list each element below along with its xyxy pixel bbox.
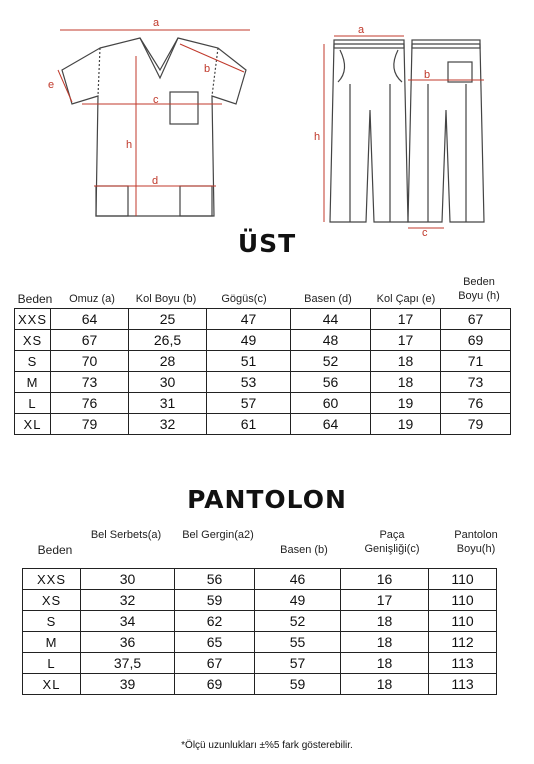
value-cell: 30: [81, 569, 175, 590]
value-cell: 57: [207, 393, 291, 414]
value-cell: 113: [429, 653, 497, 674]
garment-measurement-diagram: [0, 0, 534, 240]
value-cell: 47: [207, 309, 291, 330]
ust-size-table: [14, 308, 511, 435]
value-cell: 18: [341, 611, 429, 632]
pants-front-drawing: [330, 40, 408, 222]
top-label-e: e: [48, 79, 55, 91]
ust-header-kol-boyu: Kol Boyu (b): [135, 293, 197, 305]
value-cell: 67: [51, 330, 129, 351]
value-cell: 61: [207, 414, 291, 435]
value-cell: 70: [51, 351, 129, 372]
value-cell: 71: [441, 351, 511, 372]
value-cell: 25: [129, 309, 207, 330]
table-row: [15, 414, 511, 435]
value-cell: 34: [81, 611, 175, 632]
value-cell: 55: [255, 632, 341, 653]
value-cell: 64: [51, 309, 129, 330]
value-cell: 18: [341, 653, 429, 674]
value-cell: 113: [429, 674, 497, 695]
pant-header-beden: Beden: [37, 543, 73, 557]
ust-header-kol-capi: Kol Çapı (e): [376, 293, 436, 305]
value-cell: 31: [129, 393, 207, 414]
value-cell: 112: [429, 632, 497, 653]
value-cell: 17: [371, 330, 441, 351]
size-cell: XS: [23, 590, 81, 611]
value-cell: 37,5: [81, 653, 175, 674]
value-cell: 65: [175, 632, 255, 653]
size-cell: S: [15, 351, 51, 372]
value-cell: 110: [429, 590, 497, 611]
top-measure-lines: [58, 30, 250, 216]
ust-header-beden-boyu: Beden Boyu (h): [458, 276, 500, 302]
top-label-b: b: [204, 63, 211, 75]
size-cell: XXS: [23, 569, 81, 590]
pants-section-title: PANTOLON: [187, 485, 347, 514]
value-cell: 79: [441, 414, 511, 435]
value-cell: 32: [81, 590, 175, 611]
value-cell: 56: [175, 569, 255, 590]
value-cell: 51: [207, 351, 291, 372]
ust-header-basen: Basen (d): [304, 293, 352, 305]
pant-header-pantolon-boyu: Pantolon Boyu(h): [454, 529, 498, 555]
value-cell: 67: [441, 309, 511, 330]
value-cell: 79: [51, 414, 129, 435]
value-cell: 53: [207, 372, 291, 393]
value-cell: 60: [291, 393, 371, 414]
value-cell: 69: [175, 674, 255, 695]
table-row: [23, 611, 497, 632]
value-cell: 18: [341, 632, 429, 653]
size-cell: S: [23, 611, 81, 632]
value-cell: 59: [175, 590, 255, 611]
pants-back-drawing: [408, 40, 484, 222]
pants-label-b: b: [424, 69, 431, 81]
pant-header-basen: Basen (b): [280, 544, 328, 556]
value-cell: 110: [429, 611, 497, 632]
size-cell: XXS: [15, 309, 51, 330]
value-cell: 30: [129, 372, 207, 393]
size-cell: L: [23, 653, 81, 674]
table-row: [23, 674, 497, 695]
pant-header-bel-serbest: Bel Serbets(a): [90, 529, 162, 541]
value-cell: 52: [255, 611, 341, 632]
value-cell: 18: [341, 674, 429, 695]
pants-label-a: a: [358, 24, 365, 36]
table-row: [23, 569, 497, 590]
value-cell: 46: [255, 569, 341, 590]
value-cell: 59: [255, 674, 341, 695]
value-cell: 73: [51, 372, 129, 393]
tolerance-note: *Ölçü uzunlukları ±%5 fark gösterebilir.: [181, 740, 353, 751]
pant-header-bel-gergin: Bel Gergin(a2): [182, 529, 254, 541]
table-row: [15, 309, 511, 330]
value-cell: 17: [371, 309, 441, 330]
pants-label-h: h: [314, 131, 321, 143]
top-section-title: ÜST: [237, 229, 297, 258]
table-row: [23, 590, 497, 611]
ust-header-omuz: Omuz (a): [69, 293, 115, 305]
size-cell: M: [23, 632, 81, 653]
table-row: [15, 393, 511, 414]
value-cell: 69: [441, 330, 511, 351]
size-cell: L: [15, 393, 51, 414]
value-cell: 28: [129, 351, 207, 372]
value-cell: 73: [441, 372, 511, 393]
value-cell: 49: [207, 330, 291, 351]
value-cell: 76: [51, 393, 129, 414]
value-cell: 17: [341, 590, 429, 611]
value-cell: 62: [175, 611, 255, 632]
top-label-c: c: [153, 94, 159, 106]
table-row: [23, 632, 497, 653]
top-label-h: h: [126, 139, 133, 151]
pant-header-paca: Paça Genişliği(c): [364, 529, 420, 555]
value-cell: 64: [291, 414, 371, 435]
measurement-illustration: [0, 0, 534, 240]
ust-header-gogus: Gögüs(c): [221, 293, 267, 305]
value-cell: 39: [81, 674, 175, 695]
table-row: [15, 372, 511, 393]
pants-label-c: c: [422, 227, 428, 239]
value-cell: 18: [371, 351, 441, 372]
table-row: [23, 653, 497, 674]
size-cell: XS: [15, 330, 51, 351]
top-label-a: a: [153, 17, 160, 29]
value-cell: 32: [129, 414, 207, 435]
ust-header-beden: Beden: [17, 292, 53, 306]
value-cell: 19: [371, 393, 441, 414]
value-cell: 49: [255, 590, 341, 611]
value-cell: 44: [291, 309, 371, 330]
pantolon-size-table: [22, 568, 497, 695]
size-cell: M: [15, 372, 51, 393]
top-garment-drawing: [62, 38, 246, 216]
value-cell: 52: [291, 351, 371, 372]
value-cell: 76: [441, 393, 511, 414]
table-row: [15, 330, 511, 351]
value-cell: 18: [371, 372, 441, 393]
value-cell: 110: [429, 569, 497, 590]
value-cell: 48: [291, 330, 371, 351]
table-row: [15, 351, 511, 372]
value-cell: 57: [255, 653, 341, 674]
size-cell: XL: [23, 674, 81, 695]
top-label-d: d: [152, 175, 159, 187]
value-cell: 36: [81, 632, 175, 653]
value-cell: 56: [291, 372, 371, 393]
value-cell: 26,5: [129, 330, 207, 351]
value-cell: 19: [371, 414, 441, 435]
value-cell: 16: [341, 569, 429, 590]
value-cell: 67: [175, 653, 255, 674]
size-cell: XL: [15, 414, 51, 435]
